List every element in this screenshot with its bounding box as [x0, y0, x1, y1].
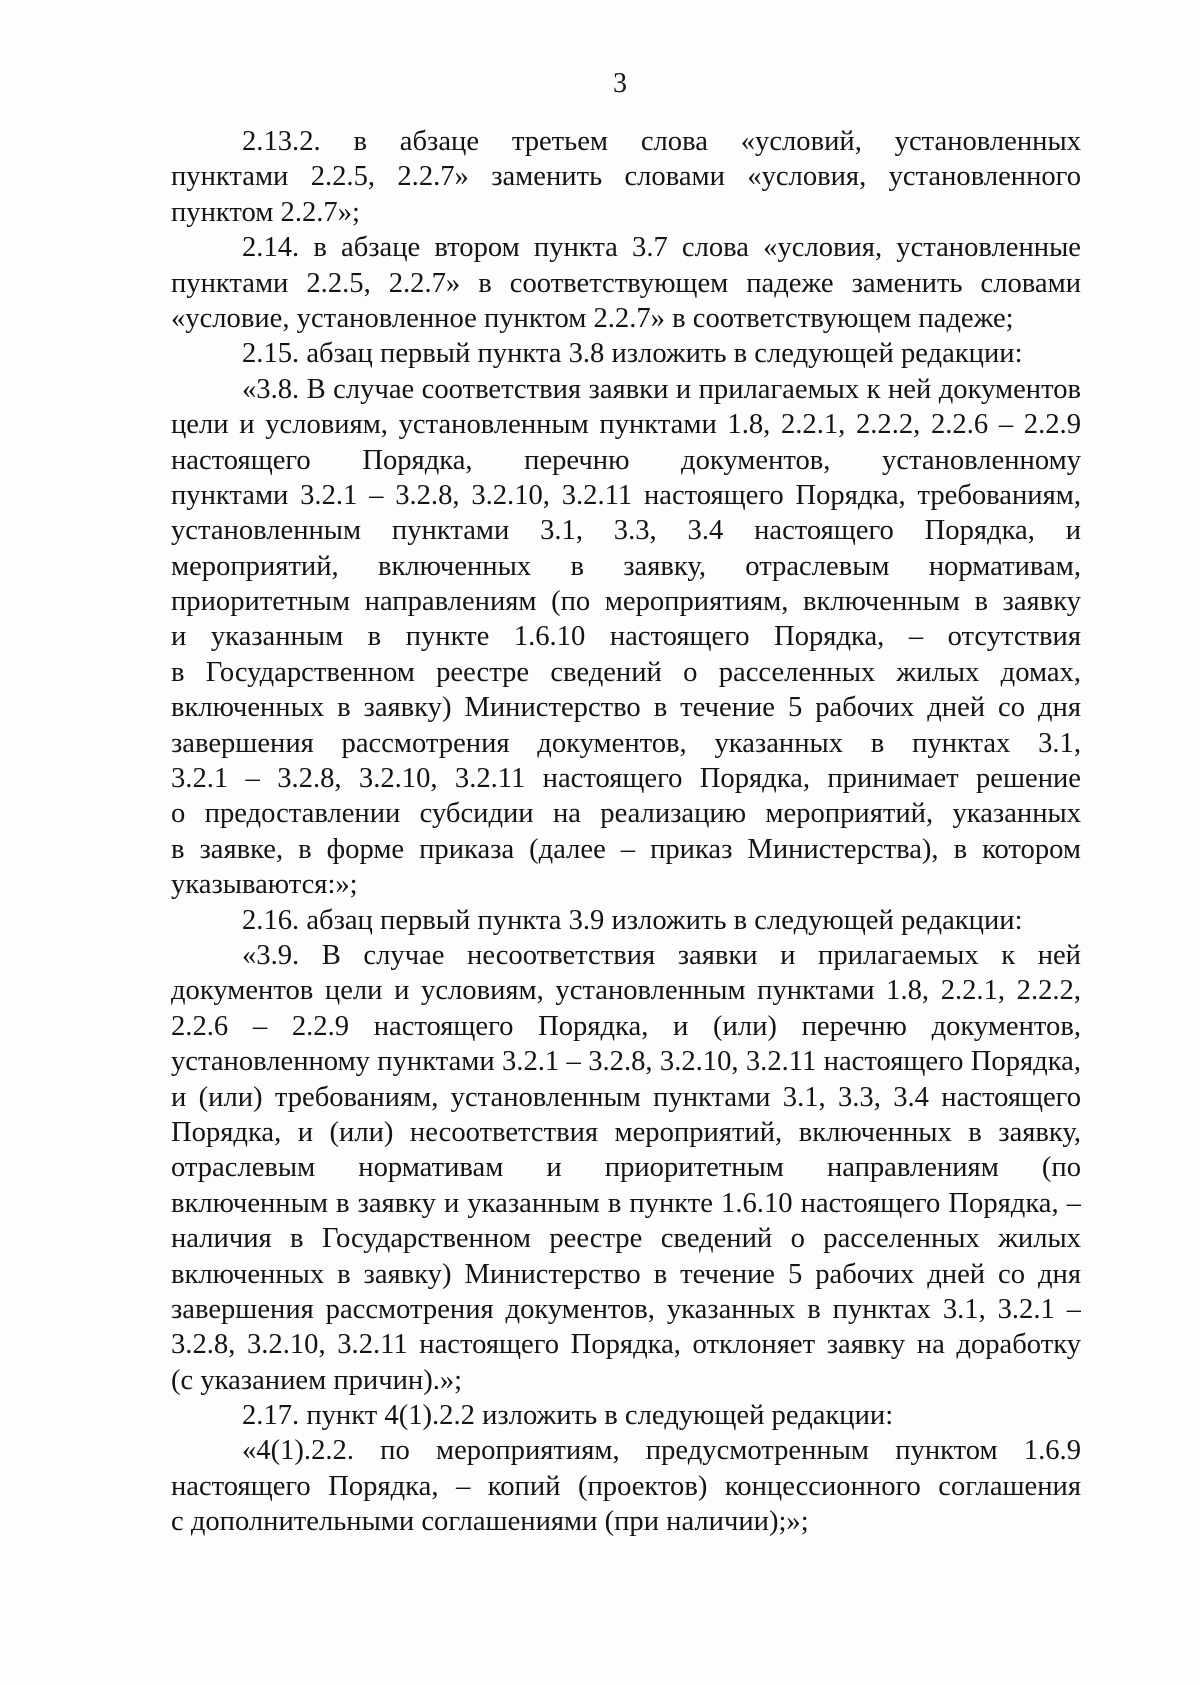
paragraph-3-8-quote — [171, 372, 1081, 903]
text-line: включенным в заявку и указанным в пункте 1.6.10 настоящего Порядка, – — [171, 1187, 1081, 1219]
text-line: мероприятий, включенных в заявку, отраслевым нормативам, — [171, 550, 1081, 582]
text-line: пунктами 3.2.1 – 3.2.8, 3.2.10, 3.2.11 настоящего Порядка, требованиям, — [171, 479, 1081, 511]
text-line: с дополнительными соглашениями (при наличии);»; — [171, 1506, 809, 1538]
text-line: 2.15. абзац первый пункта 3.8 изложить в следующей редакции: — [242, 338, 1023, 370]
text-line: «4(1).2.2. по мероприятиям, предусмотренным пунктом 1.6.9 — [242, 1435, 1081, 1467]
text-line: 3.2.8, 3.2.10, 3.2.11 настоящего Порядка, отклоняет заявку на доработку — [171, 1329, 1081, 1361]
page-number: 3 — [613, 68, 627, 99]
text-line: 2.14. в абзаце втором пункта 3.7 слова «условия, установленные — [242, 232, 1081, 264]
text-line: 3.2.1 – 3.2.8, 3.2.10, 3.2.11 настоящего Порядка, принимает решение — [171, 763, 1081, 795]
text-line: пунктом 2.2.7»; — [171, 196, 360, 228]
paragraph-2-17 — [171, 1398, 1081, 1433]
text-line: «условие, установленное пунктом 2.2.7» в соответствующем падеже; — [171, 302, 1014, 334]
text-line: установленным пунктами 3.1, 3.3, 3.4 настоящего Порядка, и — [171, 515, 1081, 547]
text-line: и указанным в пункте 1.6.10 настоящего Порядка, – отсутствия — [171, 621, 1081, 653]
text-line: «3.9. В случае несоответствия заявки и прилагаемых к ней — [242, 939, 1081, 971]
text-line: 2.2.6 – 2.2.9 настоящего Порядка, и (или) перечню документов, — [171, 1010, 1081, 1042]
text-line: и (или) требованиям, установленным пунктами 3.1, 3.3, 3.4 настоящего — [171, 1081, 1081, 1113]
text-line: 2.17. пункт 4(1).2.2 изложить в следующей редакции: — [242, 1400, 894, 1432]
text-line: наличия в Государственном реестре сведений о расселенных жилых — [171, 1223, 1081, 1255]
text-line: Порядка, и (или) несоответствия мероприятий, включенных в заявку, — [171, 1116, 1081, 1148]
paragraph-2-14 — [171, 230, 1081, 336]
text-line: (с указанием причин).»; — [171, 1364, 463, 1396]
text-line: 2.16. абзац первый пункта 3.9 изложить в следующей редакции: — [242, 904, 1023, 936]
text-line: указываются:»; — [171, 869, 358, 901]
document-body — [171, 124, 1081, 1540]
text-line: о предоставлении субсидии на реализацию мероприятий, указанных — [171, 798, 1081, 830]
paragraph-2-13-2 — [171, 124, 1081, 230]
text-line: пунктами 2.2.5, 2.2.7» заменить словами «условия, установленного — [171, 161, 1081, 193]
text-line: 2.13.2. в абзаце третьем слова «условий, установленных — [242, 126, 1081, 157]
text-line: отраслевым нормативам и приоритетным направлениям (по — [171, 1152, 1081, 1184]
text-line: настоящего Порядка, – копий (проектов) концессионного соглашения — [171, 1470, 1081, 1502]
text-line: включенных в заявку) Министерство в течение 5 рабочих дней со дня — [171, 1258, 1081, 1290]
text-line: установленному пунктами 3.2.1 – 3.2.8, 3.2.10, 3.2.11 настоящего Порядка, — [171, 1046, 1081, 1078]
paragraph-2-15 — [171, 336, 1081, 371]
text-line: в заявке, в форме приказа (далее – приказ Министерства), в котором — [171, 833, 1081, 865]
paragraph-2-16 — [171, 903, 1081, 938]
text-line: завершения рассмотрения документов, указанных в пунктах 3.1, — [171, 727, 1081, 759]
paragraph-4-1-2-2-quote — [171, 1433, 1081, 1539]
text-line: завершения рассмотрения документов, указанных в пунктах 3.1, 3.2.1 – — [171, 1293, 1081, 1325]
paragraph-3-9-quote — [171, 938, 1081, 1398]
text-line: в Государственном реестре сведений о расселенных жилых домах, — [171, 656, 1081, 688]
text-line: включенных в заявку) Министерство в течение 5 рабочих дней со дня — [171, 692, 1081, 724]
text-line: документов цели и условиям, установленным пунктами 1.8, 2.2.1, 2.2.2, — [171, 975, 1081, 1007]
text-line: приоритетным направлениям (по мероприятиям, включенным в заявку — [171, 586, 1081, 618]
text-line: настоящего Порядка, перечню документов, установленному — [171, 444, 1081, 476]
text-line: цели и условиям, установленным пунктами 1.8, 2.2.1, 2.2.2, 2.2.6 – 2.2.9 — [171, 409, 1081, 441]
text-line: пунктами 2.2.5, 2.2.7» в соответствующем падеже заменить словами — [171, 267, 1081, 299]
text-line: «3.8. В случае соответствия заявки и прилагаемых к ней документов — [242, 373, 1081, 405]
